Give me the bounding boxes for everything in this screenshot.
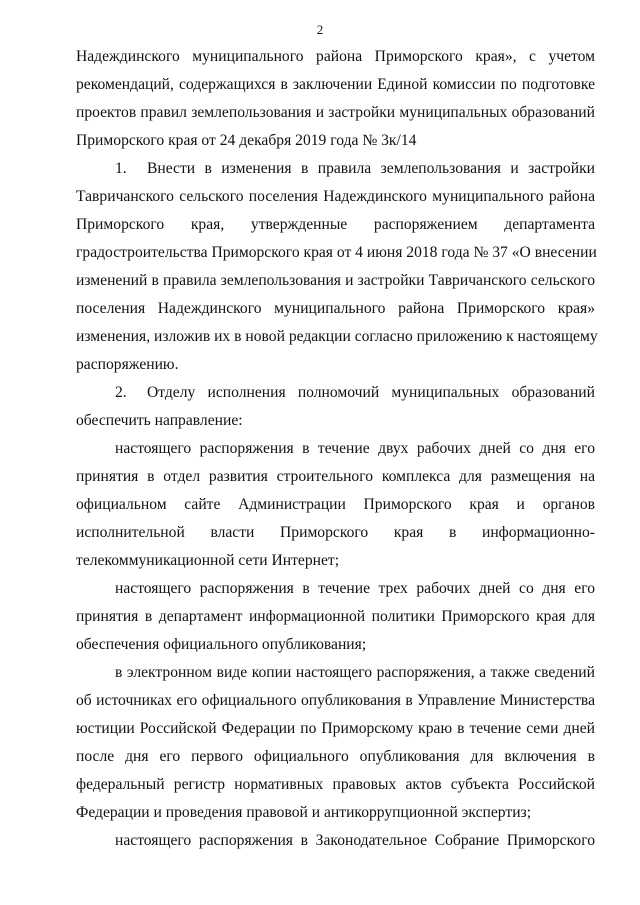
list-item-1-first-line <box>115 159 595 179</box>
text-line: после дня его первого официального опубликования для включения в <box>76 748 595 765</box>
text-line: градостроительства Приморского края от 4 июня 2018 года № 37 «О внесении <box>76 244 597 261</box>
text-line: настоящего распоряжения в течение двух рабочих дней со дня его <box>115 440 595 457</box>
text-line: распоряжению. <box>76 356 179 373</box>
text-line: принятия в департамент информационной политики Приморского края для <box>76 608 595 625</box>
list-item-number: 2. <box>115 384 127 401</box>
text-line: Внести в изменения в правила землепользования и застройки <box>147 160 595 177</box>
text-line: Отделу исполнения полномочий муниципальных образований <box>147 384 595 401</box>
text-line: в электронном виде копии настоящего распоряжения, а также сведений <box>115 664 595 681</box>
text-line: настоящего распоряжения в течение трех рабочих дней со дня его <box>115 580 595 597</box>
text-line: Приморского края, утвержденные распоряжением департамента <box>76 216 595 233</box>
text-line: официальном сайте Администрации Приморского края и органов <box>76 496 595 513</box>
text-line: принятия в отдел развития строительного комплекса для размещения на <box>76 468 595 485</box>
text-line: юстиции Российской Федерации по Приморскому краю в течение семи дней <box>76 720 595 737</box>
text-line: обеспечения официального опубликования; <box>76 636 367 653</box>
list-item-number: 1. <box>115 160 127 177</box>
text-line: Надеждинского муниципального района Приморского края», с учетом <box>76 48 595 65</box>
text-line: телекоммуникационной сети Интернет; <box>76 552 340 569</box>
text-line: федеральный регистр нормативных правовых актов субъекта Российской <box>76 776 595 793</box>
text-line: исполнительной власти Приморского края в информационно- <box>76 524 595 541</box>
text-line: проектов правил землепользования и застройки муниципальных образований <box>76 104 595 121</box>
text-line: обеспечить направление: <box>76 412 243 429</box>
text-line: изменения, изложив их в новой редакции согласно приложению к настоящему <box>76 328 598 345</box>
text-line: рекомендаций, содержащихся в заключении Единой комиссии по подготовке <box>76 76 595 93</box>
text-line: настоящего распоряжения в Законодательное Собрание Приморского <box>115 832 595 849</box>
text-line: изменений в правила землепользования и застройки Тавричанского сельского <box>76 272 595 289</box>
text-line: поселения Надеждинского муниципального района Приморского края» <box>76 300 595 317</box>
text-line: об источниках его официального опубликования в Управление Министерства <box>76 692 595 709</box>
text-line: Приморского края от 24 декабря 2019 года № 3к/14 <box>76 132 417 149</box>
text-line: Тавричанского сельского поселения Надеждинского муниципального района <box>76 188 595 205</box>
list-item-2-first-line <box>115 383 595 403</box>
text-line: Федерации и проведения правовой и антикоррупционной экспертиз; <box>76 804 532 821</box>
page-number: 2 <box>316 22 324 37</box>
